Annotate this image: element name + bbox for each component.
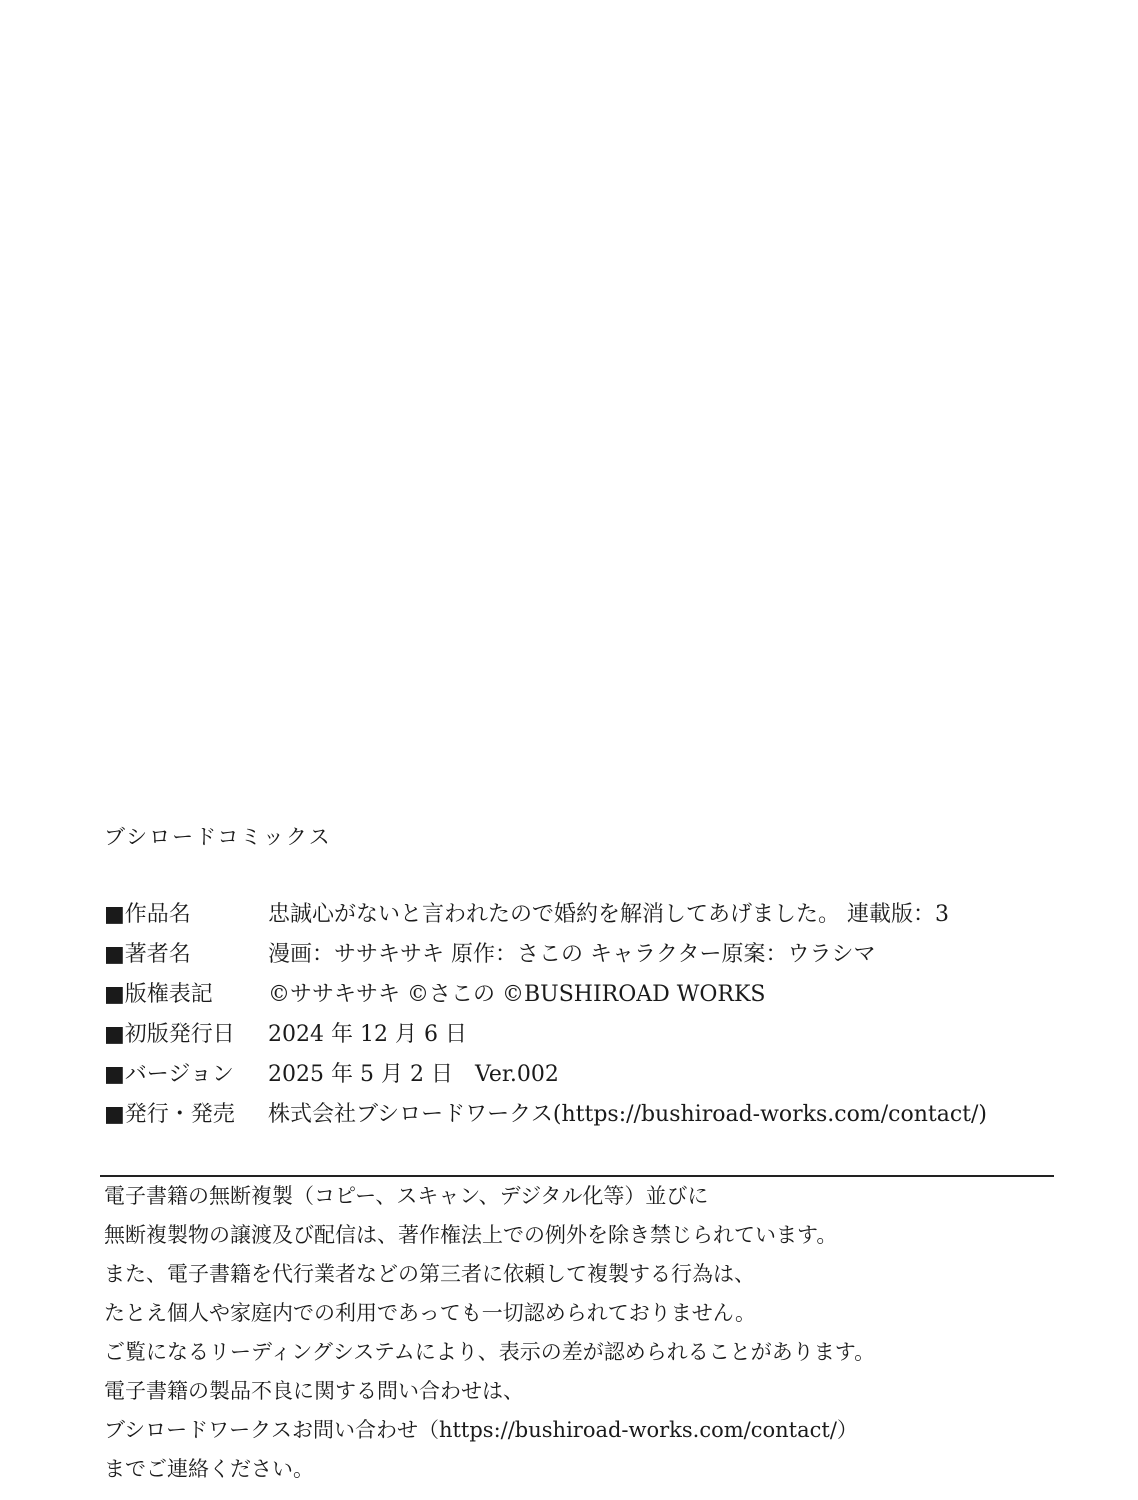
colophon-row-publisher	[104, 1100, 1064, 1140]
notice-line: ご覧になるリーディングシステムにより、表示の差が認められることがあります。	[104, 1340, 876, 1364]
colophon-key: ■著者名	[104, 942, 191, 967]
notice-line: までご連絡ください。	[104, 1457, 314, 1481]
notice-line: 電子書籍の無断複製（コピー、スキャン、デジタル化等）並びに	[104, 1184, 709, 1208]
colophon-value: 漫画：ササキサキ 原作：さこの キャラクター原案：ウラシマ	[268, 942, 876, 967]
notice-line: ブシロードワークスお問い合わせ（https://bushiroad-works.com/contact/）	[104, 1418, 858, 1442]
colophon-key: ■発行・発売	[104, 1102, 235, 1127]
colophon-row-title	[104, 900, 1064, 940]
colophon-value: 2025 年 5 月 2 日 Ver.002	[268, 1062, 559, 1087]
colophon-value: ©ササキサキ ©さこの ©BUSHIROAD WORKS	[268, 982, 766, 1007]
series-label: ブシロードコミックス	[104, 825, 332, 849]
notice-line: 電子書籍の製品不良に関する問い合わせは、	[104, 1379, 524, 1403]
colophon-key: ■バージョン	[104, 1062, 234, 1087]
divider-line	[100, 1175, 1054, 1177]
copyright-notice	[104, 1180, 1064, 1492]
notice-line: また、電子書籍を代行業者などの第三者に依頼して複製する行為は、	[104, 1262, 755, 1286]
colophon-row-authors	[104, 940, 1064, 980]
colophon-key: ■版権表記	[104, 982, 213, 1007]
colophon-row-first-edition	[104, 1020, 1064, 1060]
notice-line: たとえ個人や家庭内での利用であっても一切認められておりません。	[104, 1301, 757, 1325]
colophon-key: ■初版発行日	[104, 1022, 235, 1047]
colophon-row-version	[104, 1060, 1064, 1100]
colophon-key: ■作品名	[104, 902, 191, 927]
colophon-value: 忠誠心がないと言われたので婚約を解消してあげました。 連載版：3	[268, 902, 949, 927]
colophon-value: 株式会社ブシロードワークス(https://bushiroad-works.com/contact/)	[268, 1102, 987, 1127]
notice-line: 無断複製物の譲渡及び配信は、著作権法上での例外を除き禁じられています。	[104, 1223, 838, 1247]
colophon-row-copyright	[104, 980, 1064, 1020]
colophon-table	[104, 900, 1064, 1140]
colophon-value: 2024 年 12 月 6 日	[268, 1022, 467, 1047]
